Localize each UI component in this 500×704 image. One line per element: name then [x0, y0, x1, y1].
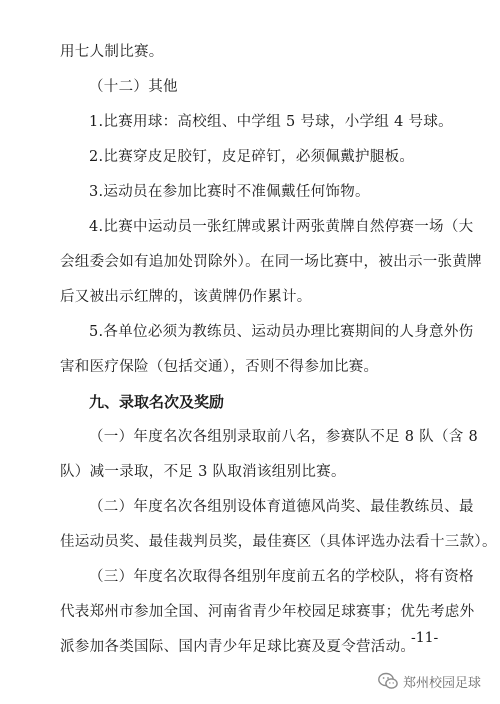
watermark-text: 郑州校园足球 [403, 675, 482, 691]
text-line: 3.运动员在参加比赛时不准佩戴任何饰物。 [89, 184, 370, 200]
text-line: 2.比赛穿皮足胶钉，皮足碎钉，必须佩戴护腿板。 [89, 149, 415, 165]
text-line: 后又被出示红牌的，该黄牌仍作累计。 [60, 289, 312, 305]
wechat-icon [378, 672, 398, 690]
page-number: -11- [411, 630, 439, 646]
text-line: 5.各单位必须为教练员、运动员办理比赛期间的人身意外伤 [89, 324, 474, 340]
text-line: 队）减一录取，不足 3 队取消该组别比赛。 [60, 464, 346, 480]
watermark [378, 670, 481, 692]
text-line: 会组委会如有追加处罚除外）。在同一场比赛中，被出示一张黄牌 [60, 254, 482, 270]
text-line: （二）年度名次各组别设体育道德风尚奖、最佳教练员、最 [89, 499, 474, 515]
text-line: 4.比赛中运动员一张红牌或累计两张黄牌自然停赛一场（大 [89, 219, 474, 235]
text-line: （三）年度名次取得各组别年度前五名的学校队，将有资格 [89, 569, 474, 585]
section-heading: 九、录取名次及奖励 [89, 393, 225, 411]
text-line: 1.比赛用球：高校组、中学组 5 号球，小学组 4 号球。 [89, 114, 453, 130]
section-subheading: （十二）其他 [89, 79, 178, 95]
text-line: 代表郑州市参加全国、河南省青少年校园足球赛事；优先考虑外 [60, 604, 475, 620]
text-line: 派参加各类国际、国内青少年足球比赛及夏令营活动。 [60, 639, 416, 655]
text-line: （一）年度名次各组别录取前八名，参赛队不足 8 队（含 8 [89, 429, 478, 445]
text-line: 用七人制比赛。 [60, 44, 164, 60]
text-line: 害和医疗保险（包括交通），否则不得参加比赛。 [60, 359, 379, 375]
text-line: 佳运动员奖、最佳裁判员奖，最佳赛区（具体评选办法看十三款）。 [60, 534, 497, 550]
